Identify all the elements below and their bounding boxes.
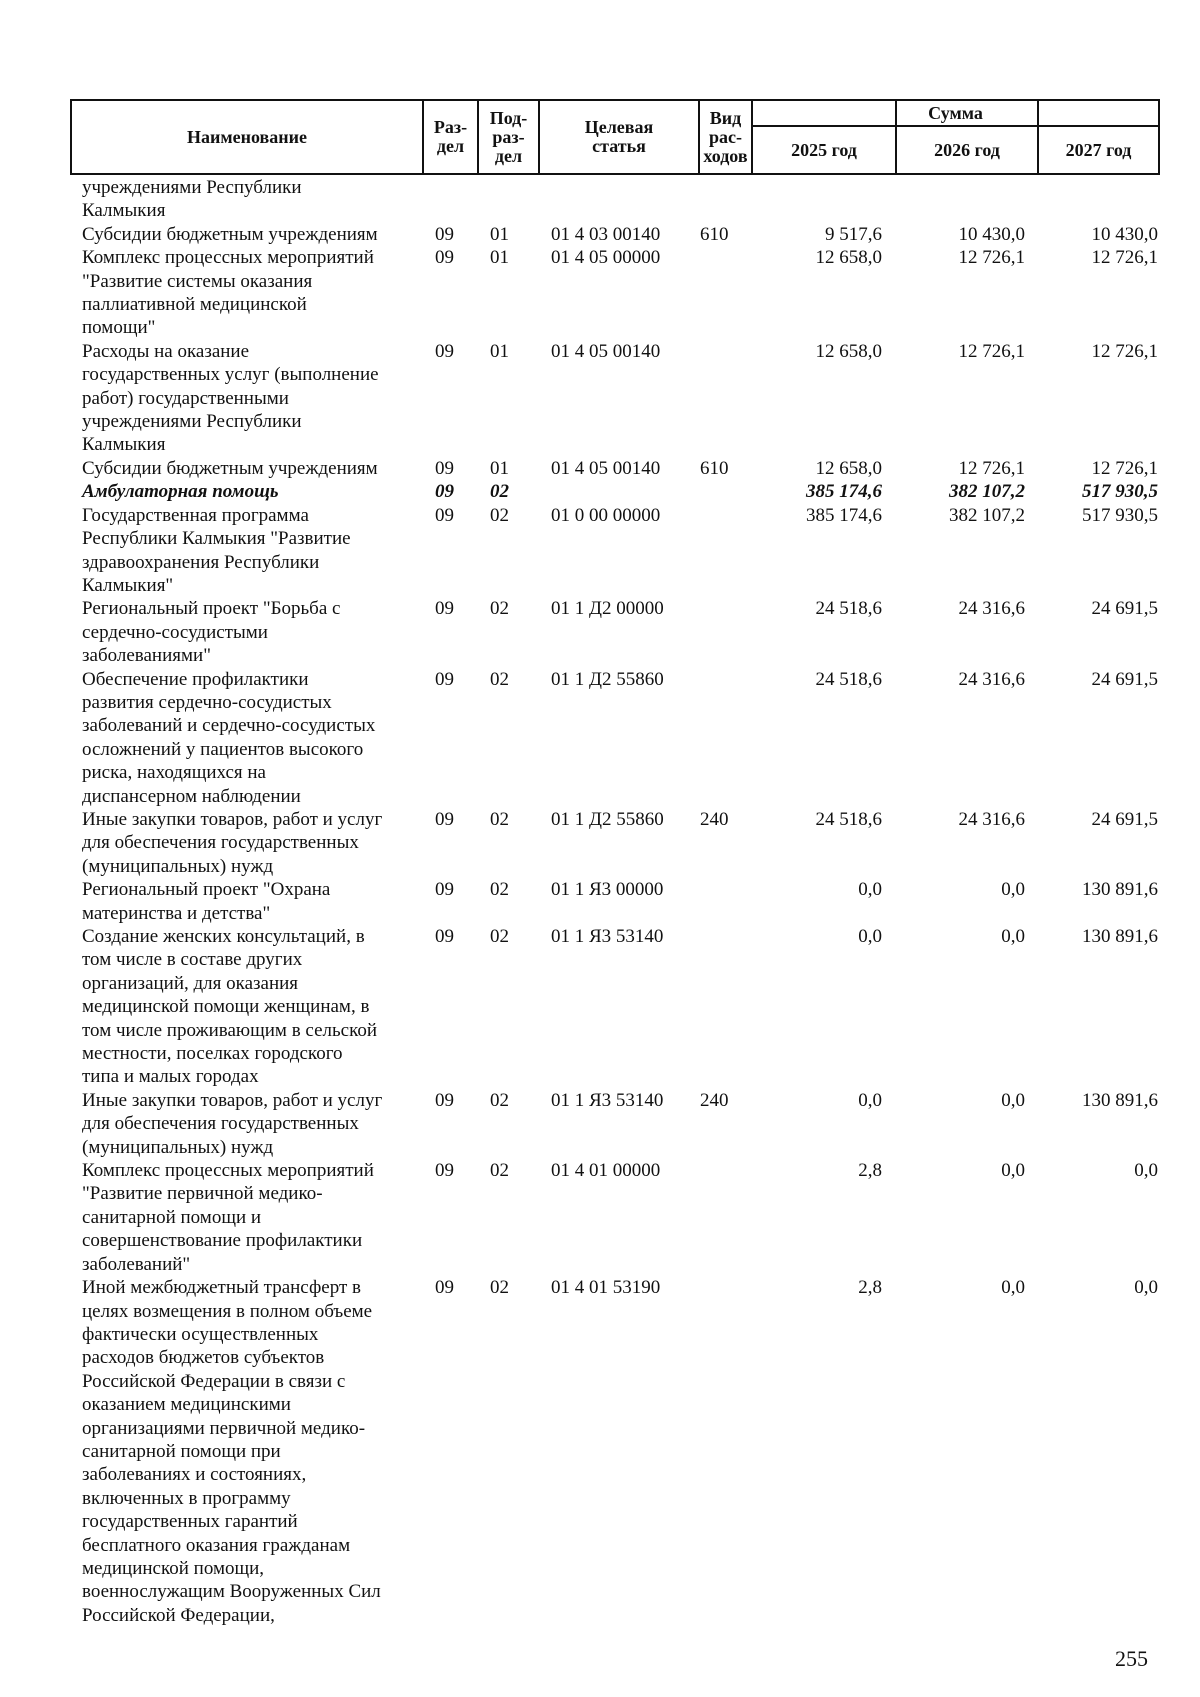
row-sum-2025: 24 518,6 [815, 808, 882, 830]
row-celevaya-statya: 01 4 05 00000 [551, 247, 661, 269]
row-sum-2027: 517 930,5 [1082, 504, 1158, 526]
row-sum-2026: 0,0 [1001, 1277, 1025, 1299]
row-name: Комплекс процессных мероприятий "Развитие системы оказания паллиативной медицинской помощи" [82, 247, 374, 339]
table-body [0, 176, 1200, 1627]
row-sum-2026: 0,0 [1001, 926, 1025, 947]
row-sum-2025: 2,8 [858, 1277, 882, 1299]
row-name: Государственная программа Республики Калмыкия "Развитие здравоохранения Республики Калмыкия" [82, 504, 351, 596]
row-podrazdel: 02 [490, 668, 509, 690]
row-razdel: 09 [435, 1160, 454, 1182]
row-name: Региональный проект "Охрана материнства и детства" [82, 879, 331, 924]
table-row [0, 1159, 1200, 1276]
table-row [0, 808, 1200, 878]
row-celevaya-statya: 01 1 Я3 00000 [551, 879, 664, 901]
row-name: Субсидии бюджетным учреждениям [82, 457, 378, 479]
row-sum-2026: 12 726,1 [958, 340, 1025, 362]
row-name: учреждениями Республики Калмыкия [82, 177, 302, 222]
row-sum-2027: 130 891,6 [1082, 926, 1158, 947]
table-row [0, 878, 1200, 925]
row-razdel: 09 [435, 340, 454, 362]
row-sum-2025: 12 658,0 [815, 247, 882, 269]
row-razdel: 09 [435, 223, 454, 245]
row-sum-2027: 10 430,0 [1091, 223, 1158, 245]
table-row [0, 246, 1200, 340]
row-sum-2025: 24 518,6 [815, 598, 882, 620]
row-razdel: 09 [435, 1089, 454, 1111]
row-podrazdel: 02 [490, 808, 509, 830]
row-sum-2026: 0,0 [1001, 1089, 1025, 1111]
row-sum-2027: 130 891,6 [1082, 879, 1158, 901]
row-celevaya-statya: 01 4 03 00140 [551, 223, 661, 245]
page-number: 255 [1115, 1646, 1148, 1671]
row-razdel: 09 [435, 504, 454, 526]
row-sum-2025: 0,0 [858, 1089, 882, 1111]
row-sum-2025: 2,8 [858, 1160, 882, 1182]
row-vid-rashodov: 240 [700, 808, 729, 830]
row-sum-2025: 12 658,0 [815, 340, 882, 362]
row-podrazdel: 02 [490, 1277, 509, 1299]
row-vid-rashodov: 610 [700, 223, 729, 245]
row-sum-2026: 24 316,6 [958, 668, 1025, 690]
row-sum-2025: 385 174,6 [806, 481, 882, 503]
header-summa: Сумма [928, 102, 983, 123]
row-sum-2027: 12 726,1 [1091, 457, 1158, 479]
row-sum-2027: 0,0 [1134, 1277, 1158, 1299]
table-row [0, 1089, 1200, 1159]
header-year-2026: 2026 год [934, 139, 1000, 160]
row-razdel: 09 [435, 598, 454, 620]
row-sum-2025: 24 518,6 [815, 668, 882, 690]
row-razdel: 09 [435, 926, 454, 947]
row-name: Иные закупки товаров, работ и услуг для обеспечения государственных (муниципальных) нужд [82, 808, 383, 877]
row-sum-2026: 0,0 [1001, 879, 1025, 901]
row-razdel: 09 [435, 481, 454, 503]
table-row [0, 668, 1200, 808]
header-razdel: Раз- дел [433, 117, 468, 156]
row-name: Иной межбюджетный трансферт в целях возмещения в полном объеме фактически осуществленных расходов бюджетов субъектов Российской Федерации в связи с оказанием медицинскими организациями первичной медико- санитарной помощи при заболеваниях и состояниях, включенных в программу государственных гарантий бесплатного оказания гражданам медицинской помощи, военнослужащим Вооруженных Сил Российской Федерации, [82, 1277, 381, 1626]
row-podrazdel: 02 [490, 504, 509, 526]
row-celevaya-statya: 01 1 Д2 55860 [551, 668, 664, 690]
row-podrazdel: 01 [490, 223, 509, 245]
table-row [0, 176, 1200, 223]
header-year-2025: 2025 год [791, 139, 857, 160]
row-razdel: 09 [435, 668, 454, 690]
row-sum-2026: 382 107,2 [949, 504, 1025, 526]
row-razdel: 09 [435, 1277, 454, 1299]
row-celevaya-statya: 01 1 Я3 53140 [551, 926, 664, 947]
row-name: Региональный проект "Борьба с сердечно-сосудистыми заболеваниями" [82, 598, 341, 667]
header-name: Наименование [187, 126, 307, 147]
row-vid-rashodov: 240 [700, 1089, 729, 1111]
row-celevaya-statya: 01 1 Я3 53140 [551, 1089, 664, 1111]
row-name: Расходы на оказание государственных услуг (выполнение работ) государственными учреждениями Республики Калмыкия [82, 340, 379, 456]
table-header [70, 99, 1160, 175]
row-sum-2026: 24 316,6 [958, 808, 1025, 830]
row-celevaya-statya: 01 4 01 53190 [551, 1277, 661, 1299]
row-vid-rashodov: 610 [700, 457, 729, 479]
row-sum-2025: 0,0 [858, 879, 882, 901]
row-sum-2026: 10 430,0 [958, 223, 1025, 245]
row-podrazdel: 02 [490, 1160, 509, 1182]
header-podrazdel: Под- раз- дел [489, 107, 528, 166]
row-podrazdel: 02 [490, 481, 509, 503]
row-podrazdel: 02 [490, 926, 509, 947]
row-sum-2025: 385 174,6 [806, 504, 882, 526]
header-year-2027: 2027 год [1065, 139, 1132, 160]
table-row [0, 223, 1200, 246]
row-podrazdel: 01 [490, 247, 509, 269]
row-razdel: 09 [435, 247, 454, 269]
row-name: Субсидии бюджетным учреждениям [82, 223, 378, 245]
row-sum-2026: 12 726,1 [958, 457, 1025, 479]
table-row [0, 597, 1200, 667]
row-name: Комплекс процессных мероприятий "Развитие первичной медико- санитарной помощи и совершенствование профилактики заболеваний" [82, 1160, 374, 1275]
row-sum-2027: 12 726,1 [1091, 340, 1158, 362]
row-sum-2027: 130 891,6 [1082, 1089, 1158, 1111]
row-sum-2026: 12 726,1 [958, 247, 1025, 269]
row-celevaya-statya: 01 4 05 00140 [551, 340, 661, 362]
row-sum-2025: 12 658,0 [815, 457, 882, 479]
row-sum-2027: 517 930,5 [1082, 481, 1158, 503]
row-celevaya-statya: 01 0 00 00000 [551, 504, 661, 526]
row-celevaya-statya: 01 4 05 00140 [551, 457, 661, 479]
row-podrazdel: 02 [490, 879, 509, 901]
table-row [0, 925, 1200, 1089]
row-celevaya-statya: 01 4 01 00000 [551, 1160, 661, 1182]
row-sum-2025: 9 517,6 [825, 223, 882, 245]
row-name: Создание женских консультаций, в том числе в составе других организаций, для оказания медицинской помощи женщинам, в том числе проживающим в сельской местности, поселках городского типа и малых городах [82, 926, 378, 1088]
row-sum-2027: 24 691,5 [1091, 598, 1158, 620]
row-razdel: 09 [435, 457, 454, 479]
row-razdel: 09 [435, 808, 454, 830]
row-podrazdel: 01 [490, 457, 509, 479]
row-podrazdel: 02 [490, 1089, 509, 1111]
row-sum-2027: 0,0 [1134, 1160, 1158, 1182]
row-sum-2026: 0,0 [1001, 1160, 1025, 1182]
table-row [0, 480, 1200, 503]
row-celevaya-statya: 01 1 Д2 00000 [551, 598, 664, 620]
row-sum-2027: 24 691,5 [1091, 808, 1158, 830]
table-row [0, 457, 1200, 480]
row-sum-2027: 24 691,5 [1091, 668, 1158, 690]
row-celevaya-statya: 01 1 Д2 55860 [551, 808, 664, 830]
row-name: Амбулаторная помощь [82, 481, 279, 503]
row-sum-2026: 382 107,2 [949, 481, 1025, 503]
row-razdel: 09 [435, 879, 454, 901]
row-name: Обеспечение профилактики развития сердечно-сосудистых заболеваний и сердечно-сосудистых осложнений у пациентов высокого риска, находящихся на диспансерном наблюдении [82, 668, 376, 807]
header-vid-rashodov: Вид рас- ходов [703, 107, 748, 166]
row-podrazdel: 02 [490, 598, 509, 620]
table-row [0, 340, 1200, 457]
table-row [0, 1276, 1200, 1627]
row-sum-2025: 0,0 [858, 926, 882, 947]
table-row [0, 504, 1200, 598]
row-name: Иные закупки товаров, работ и услуг для обеспечения государственных (муниципальных) нужд [82, 1089, 383, 1158]
row-podrazdel: 01 [490, 340, 509, 362]
header-celevaya-statya: Целевая статья [584, 117, 654, 156]
row-sum-2027: 12 726,1 [1091, 247, 1158, 269]
row-sum-2026: 24 316,6 [958, 598, 1025, 620]
